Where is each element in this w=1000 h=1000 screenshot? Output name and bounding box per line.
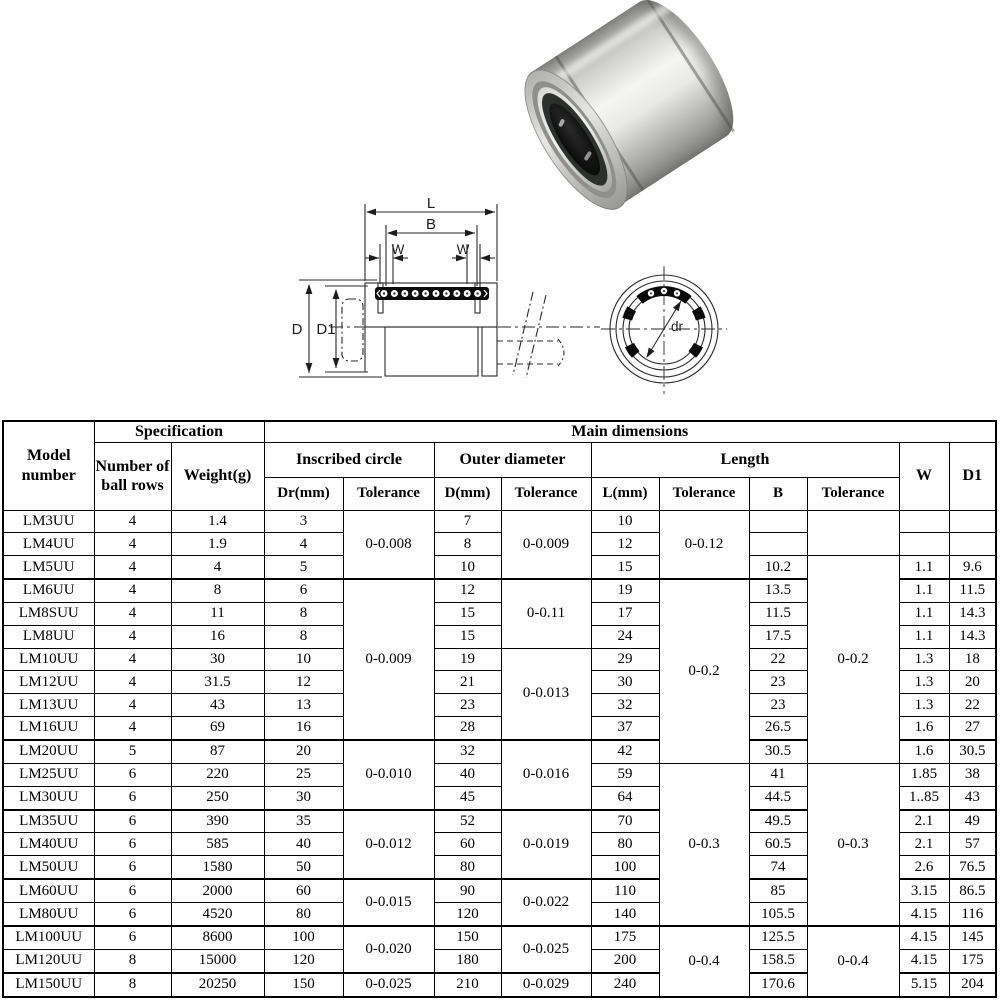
header-cell: Inscribed circle xyxy=(264,442,434,477)
table-cell: 9.6 xyxy=(949,556,996,579)
header-cell: Tolerance xyxy=(501,477,591,510)
table-cell: 1.3 xyxy=(899,648,949,671)
table-cell: 69 xyxy=(171,716,264,739)
table-cell: 4520 xyxy=(171,903,264,926)
dim-label-W-left: W xyxy=(391,242,405,257)
dim-label-D1: D1 xyxy=(316,321,336,338)
table-cell: 6 xyxy=(94,810,171,833)
table-cell: 45 xyxy=(434,786,501,809)
table-cell: 120 xyxy=(434,903,501,926)
table-cell: 4 xyxy=(94,556,171,579)
table-cell: 585 xyxy=(171,833,264,856)
table-cell: 19 xyxy=(434,648,501,671)
table-cell: LM100UU xyxy=(3,926,94,949)
table-cell: 220 xyxy=(171,763,264,786)
table-cell: 76.5 xyxy=(949,856,996,879)
table-cell: 15 xyxy=(591,556,659,579)
table-cell: 4 xyxy=(94,510,171,533)
table-cell: 0-0.12 xyxy=(659,510,749,579)
table-cell: 14.3 xyxy=(949,625,996,648)
table-cell: LM5UU xyxy=(3,556,94,579)
header-cell: Tolerance xyxy=(659,477,749,510)
table-cell: LM8SUU xyxy=(3,602,94,625)
header-cell: Number of ball rows xyxy=(94,442,171,510)
table-cell: 20250 xyxy=(171,973,264,997)
table-cell: 42 xyxy=(591,740,659,763)
table-cell: 11.5 xyxy=(949,579,996,602)
table-cell: 175 xyxy=(949,949,996,972)
table-cell: 10.2 xyxy=(749,556,807,579)
table-cell: 28 xyxy=(434,716,501,739)
table-cell: 32 xyxy=(434,740,501,763)
table-cell: 0-0.3 xyxy=(659,763,749,926)
table-row xyxy=(3,763,996,786)
dim-label-W-right: W xyxy=(456,242,470,257)
table-cell: 43 xyxy=(949,786,996,809)
table-cell: 0-0.022 xyxy=(501,879,591,926)
table-cell: 43 xyxy=(171,694,264,717)
spec-table xyxy=(2,420,997,998)
table-cell: 13 xyxy=(264,694,343,717)
table-cell: 23 xyxy=(749,671,807,694)
table-cell: 49 xyxy=(949,810,996,833)
table-cell: 90 xyxy=(434,879,501,902)
table-cell xyxy=(807,510,899,556)
table-cell: 86.5 xyxy=(949,879,996,902)
table-cell: 64 xyxy=(591,786,659,809)
table-cell: 7 xyxy=(434,510,501,533)
table-cell: 8 xyxy=(94,973,171,997)
table-cell: LM40UU xyxy=(3,833,94,856)
table-cell: 110 xyxy=(591,879,659,902)
table-cell: LM30UU xyxy=(3,786,94,809)
table-cell: 4.15 xyxy=(899,903,949,926)
table-cell: 74 xyxy=(749,856,807,879)
table-cell: 15 xyxy=(434,602,501,625)
dim-label-D: D xyxy=(291,321,303,338)
header-cell: Length xyxy=(591,442,899,477)
table-cell: 1.6 xyxy=(899,716,949,739)
table-cell: 30 xyxy=(264,786,343,809)
header-cell: D(mm) xyxy=(434,477,501,510)
table-cell xyxy=(749,533,807,556)
table-cell: 20 xyxy=(949,671,996,694)
table-cell: 0-0.013 xyxy=(501,648,591,740)
table-cell: LM120UU xyxy=(3,949,94,972)
table-cell: 0-0.029 xyxy=(501,973,591,997)
table-cell: 32 xyxy=(591,694,659,717)
table-cell: 30 xyxy=(591,671,659,694)
table-cell: 100 xyxy=(591,856,659,879)
table-cell: 11 xyxy=(171,602,264,625)
table-cell: 41 xyxy=(749,763,807,786)
header-cell: Tolerance xyxy=(343,477,434,510)
table-cell: 52 xyxy=(434,810,501,833)
table-cell: 29 xyxy=(591,648,659,671)
table-cell xyxy=(899,510,949,533)
table-cell: 44.5 xyxy=(749,786,807,809)
table-cell: 49.5 xyxy=(749,810,807,833)
table-cell: 80 xyxy=(434,856,501,879)
table-cell: 210 xyxy=(434,973,501,997)
table-cell: 40 xyxy=(264,833,343,856)
table-cell: 10 xyxy=(264,648,343,671)
table-cell: 4 xyxy=(94,716,171,739)
table-cell: 16 xyxy=(264,716,343,739)
table-cell: 23 xyxy=(749,694,807,717)
table-cell: 87 xyxy=(171,740,264,763)
table-cell: 10 xyxy=(591,510,659,533)
table-cell: 0-0.2 xyxy=(659,579,749,763)
table-cell: 8 xyxy=(434,533,501,556)
table-cell: 2000 xyxy=(171,879,264,902)
table-cell: LM25UU xyxy=(3,763,94,786)
table-cell: 60 xyxy=(434,833,501,856)
table-cell: 5.15 xyxy=(899,973,949,997)
header-cell: Model number xyxy=(3,421,94,510)
header-cell: W xyxy=(899,442,949,510)
table-cell: 1.1 xyxy=(899,602,949,625)
dim-label-dr: dr xyxy=(671,319,684,334)
table-cell: 1..85 xyxy=(899,786,949,809)
table-cell: 0-0.010 xyxy=(343,740,434,810)
table-cell xyxy=(949,533,996,556)
table-cell: 0-0.012 xyxy=(343,810,434,880)
table-cell: 6 xyxy=(94,903,171,926)
table-cell: LM80UU xyxy=(3,903,94,926)
table-cell: 25 xyxy=(264,763,343,786)
table-cell: 0-0.11 xyxy=(501,579,591,648)
table-cell: 0-0.3 xyxy=(807,763,899,926)
header-cell: Dr(mm) xyxy=(264,477,343,510)
table-cell: 200 xyxy=(591,949,659,972)
table-row xyxy=(3,510,996,533)
table-cell: 145 xyxy=(949,926,996,949)
table-cell: 1.1 xyxy=(899,556,949,579)
table-cell: 5 xyxy=(94,740,171,763)
table-cell: 23 xyxy=(434,694,501,717)
table-cell: 4.15 xyxy=(899,926,949,949)
table-cell: 50 xyxy=(264,856,343,879)
table-cell: 4 xyxy=(264,533,343,556)
table-cell: 60.5 xyxy=(749,833,807,856)
table-cell: 0-0.015 xyxy=(343,879,434,926)
table-cell: 158.5 xyxy=(749,949,807,972)
table-cell: 31.5 xyxy=(171,671,264,694)
table-cell: 12 xyxy=(434,579,501,602)
table-cell: 37 xyxy=(591,716,659,739)
spec-table-head xyxy=(3,421,996,510)
table-cell: 0-0.016 xyxy=(501,740,591,810)
table-cell: 1.3 xyxy=(899,671,949,694)
table-cell: 0-0.025 xyxy=(501,926,591,973)
table-cell: 6 xyxy=(94,926,171,949)
header-cell: D1 xyxy=(949,442,996,510)
table-cell: 125.5 xyxy=(749,926,807,949)
table-cell: 27 xyxy=(949,716,996,739)
table-cell: 40 xyxy=(434,763,501,786)
table-cell: 4 xyxy=(94,533,171,556)
table-cell: LM150UU xyxy=(3,973,94,997)
table-cell: 22 xyxy=(949,694,996,717)
table-cell: 30.5 xyxy=(749,740,807,763)
table-cell: 59 xyxy=(591,763,659,786)
table-cell: 4 xyxy=(94,625,171,648)
technical-diagram xyxy=(260,185,790,415)
table-cell: LM6UU xyxy=(3,579,94,602)
table-cell: LM3UU xyxy=(3,510,94,533)
table-cell: 1.85 xyxy=(899,763,949,786)
table-cell: 4.15 xyxy=(899,949,949,972)
table-cell xyxy=(899,533,949,556)
spec-table-body xyxy=(3,510,996,997)
table-cell: 180 xyxy=(434,949,501,972)
header-cell: L(mm) xyxy=(591,477,659,510)
dim-label-L: L xyxy=(426,195,436,212)
table-cell: 390 xyxy=(171,810,264,833)
table-cell: 8600 xyxy=(171,926,264,949)
table-cell: 14.3 xyxy=(949,602,996,625)
header-row xyxy=(3,421,996,442)
header-cell: Specification xyxy=(94,421,264,442)
table-cell: 1.1 xyxy=(899,579,949,602)
table-cell: 6 xyxy=(94,786,171,809)
table-cell: 1.3 xyxy=(899,694,949,717)
table-cell: 170.6 xyxy=(749,973,807,997)
table-cell: 21 xyxy=(434,671,501,694)
table-cell: 0-0.4 xyxy=(807,926,899,997)
table-cell: 11.5 xyxy=(749,602,807,625)
table-cell: 204 xyxy=(949,973,996,997)
table-cell: 0-0.2 xyxy=(807,556,899,764)
table-cell: 70 xyxy=(591,810,659,833)
table-cell: 4 xyxy=(94,648,171,671)
table-cell: 105.5 xyxy=(749,903,807,926)
table-cell: 6 xyxy=(94,879,171,902)
table-cell: 17 xyxy=(591,602,659,625)
header-cell: B xyxy=(749,477,807,510)
dim-label-B: B xyxy=(425,216,437,233)
table-cell: 4 xyxy=(94,671,171,694)
table-cell: 4 xyxy=(94,694,171,717)
table-row xyxy=(3,926,996,949)
table-cell: 0-0.019 xyxy=(501,810,591,880)
table-cell: 150 xyxy=(434,926,501,949)
table-cell: LM4UU xyxy=(3,533,94,556)
table-cell: 13.5 xyxy=(749,579,807,602)
table-cell: 1.4 xyxy=(171,510,264,533)
header-cell: Outer diameter xyxy=(434,442,591,477)
table-cell: 6 xyxy=(264,579,343,602)
table-cell: 19 xyxy=(591,579,659,602)
table-cell: LM50UU xyxy=(3,856,94,879)
table-cell: LM35UU xyxy=(3,810,94,833)
table-cell: 15000 xyxy=(171,949,264,972)
table-cell: 140 xyxy=(591,903,659,926)
table-cell: 1.1 xyxy=(899,625,949,648)
table-cell: 150 xyxy=(264,973,343,997)
table-cell: 20 xyxy=(264,740,343,763)
table-cell: 2.1 xyxy=(899,810,949,833)
table-cell: LM20UU xyxy=(3,740,94,763)
table-cell: 22 xyxy=(749,648,807,671)
table-cell: 175 xyxy=(591,926,659,949)
table-cell xyxy=(949,510,996,533)
table-cell: 1.6 xyxy=(899,740,949,763)
table-cell: 5 xyxy=(264,556,343,579)
table-cell: 80 xyxy=(591,833,659,856)
table-cell: 17.5 xyxy=(749,625,807,648)
table-cell: 4 xyxy=(94,579,171,602)
table-cell: LM10UU xyxy=(3,648,94,671)
table-cell xyxy=(749,510,807,533)
table-cell: 6 xyxy=(94,833,171,856)
table-cell: 26.5 xyxy=(749,716,807,739)
table-cell: 18 xyxy=(949,648,996,671)
table-row xyxy=(3,556,996,579)
table-cell: 60 xyxy=(264,879,343,902)
table-cell: 12 xyxy=(264,671,343,694)
table-cell: 120 xyxy=(264,949,343,972)
table-cell: 15 xyxy=(434,625,501,648)
table-cell: 2.1 xyxy=(899,833,949,856)
table-cell: 16 xyxy=(171,625,264,648)
table-cell: 0-0.009 xyxy=(343,579,434,740)
table-cell: 100 xyxy=(264,926,343,949)
table-cell: 12 xyxy=(591,533,659,556)
table-cell: LM16UU xyxy=(3,716,94,739)
table-cell: 0-0.008 xyxy=(343,510,434,579)
table-cell: 1580 xyxy=(171,856,264,879)
table-cell: 4 xyxy=(94,602,171,625)
table-cell: 0-0.025 xyxy=(343,973,434,997)
table-cell: 38 xyxy=(949,763,996,786)
table-cell: 4 xyxy=(171,556,264,579)
table-cell: 57 xyxy=(949,833,996,856)
table-cell: 8 xyxy=(264,602,343,625)
header-row xyxy=(3,442,996,477)
table-cell: 85 xyxy=(749,879,807,902)
table-cell: 6 xyxy=(94,763,171,786)
table-cell: 116 xyxy=(949,903,996,926)
table-cell: 8 xyxy=(171,579,264,602)
table-cell: 250 xyxy=(171,786,264,809)
table-cell: LM12UU xyxy=(3,671,94,694)
table-cell: 30.5 xyxy=(949,740,996,763)
table-cell: 0-0.009 xyxy=(501,510,591,579)
table-cell: 1.9 xyxy=(171,533,264,556)
table-cell: 0-0.4 xyxy=(659,926,749,997)
table-cell: 6 xyxy=(94,856,171,879)
table-cell: 24 xyxy=(591,625,659,648)
table-cell: LM60UU xyxy=(3,879,94,902)
table-cell: 2.6 xyxy=(899,856,949,879)
table-cell: 80 xyxy=(264,903,343,926)
table-cell: LM8UU xyxy=(3,625,94,648)
table-cell: 8 xyxy=(94,949,171,972)
header-cell: Tolerance xyxy=(807,477,899,510)
table-cell: 35 xyxy=(264,810,343,833)
table-cell: 3 xyxy=(264,510,343,533)
table-cell: 3.15 xyxy=(899,879,949,902)
table-cell: 8 xyxy=(264,625,343,648)
table-cell: 10 xyxy=(434,556,501,579)
ball-retainer-band xyxy=(375,287,489,300)
table-cell: 0-0.020 xyxy=(343,926,434,973)
header-cell: Main dimensions xyxy=(264,421,996,442)
header-cell: Weight(g) xyxy=(171,442,264,510)
table-cell: 240 xyxy=(591,973,659,997)
table-cell: LM13UU xyxy=(3,694,94,717)
table-cell: 30 xyxy=(171,648,264,671)
